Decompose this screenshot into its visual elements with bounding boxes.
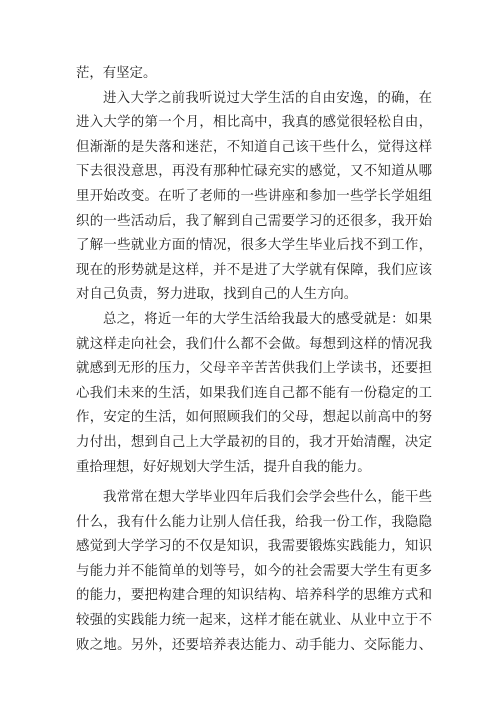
text-line: 重拾理想，好好规划大学生活，提升自我的能力。 (76, 459, 371, 475)
text-line: 力付出，想到自己上大学最初的目的，我才开始清醒，决定 (76, 434, 432, 450)
text-line: 但渐渐的是失落和迷茫，不知道自己该干些什么，觉得这样 (76, 139, 432, 155)
text-line: 里开始改变。在听了老师的一些讲座和参加一些学长学姐组 (76, 188, 432, 204)
text-line: 什么，我有什么能力让别人信任我，给我一份工作，我隐隐 (76, 514, 432, 530)
document-body (76, 62, 432, 658)
text-line: 进入大学的第一个月，相比高中，我真的感觉很轻松自由， (76, 115, 432, 131)
text-line: 感觉到大学学习的不仅是知识，我需要锻炼实践能力，知识 (76, 539, 432, 555)
text-line: 就感到无形的压力，父母辛辛苦苦供我们上学读书，还要担 (76, 361, 432, 377)
text-line: 了解一些就业方面的情况，很多大学生毕业后找不到工作， (76, 238, 432, 254)
text-line: 现在的形势就是这样，并不是进了大学就有保障，我们应该 (76, 262, 432, 278)
text-line: 进入大学之前我听说过大学生活的自由安逸，的确，在 (103, 90, 432, 106)
text-line: 作，安定的生活，如何照顾我们的父母，想起以前高中的努 (76, 410, 432, 426)
text-line: 较强的实践能力统一起来，这样才能在就业、从业中立于不 (76, 613, 432, 629)
text-line: 我常常在想大学毕业四年后我们会学会些什么，能干些 (103, 490, 432, 506)
text-line: 织的一些活动后，我了解到自己需要学习的还很多，我开始 (76, 213, 432, 229)
paragraph-4 (76, 486, 432, 658)
paragraph-1 (76, 62, 432, 87)
paragraph-3 (76, 308, 432, 480)
text-line: 败之地。另外，还要培养表达能力、动手能力、交际能力、 (76, 637, 432, 653)
text-line: 的能力，要把构建合理的知识结构、培养科学的思维方式和 (76, 588, 432, 604)
text-line: 总之，将近一年的大学生活给我最大的感受就是：如果 (103, 311, 432, 327)
text-line: 下去很没意思，再没有那种忙碌充实的感觉，又不知道从哪 (76, 164, 432, 180)
text-line: 茫，有坚定。 (76, 66, 157, 81)
text-line: 心我们未来的生活，如果我们连自己都不能有一份稳定的工 (76, 385, 432, 401)
paragraph-2 (76, 87, 432, 308)
text-line: 就这样走向社会，我们什么都不会做。每想到这样的情况我 (76, 336, 432, 352)
text-line: 对自己负责，努力进取，找到自己的人生方向。 (76, 287, 358, 303)
text-line: 与能力并不能简单的划等号，如今的社会需要大学生有更多 (76, 563, 432, 579)
